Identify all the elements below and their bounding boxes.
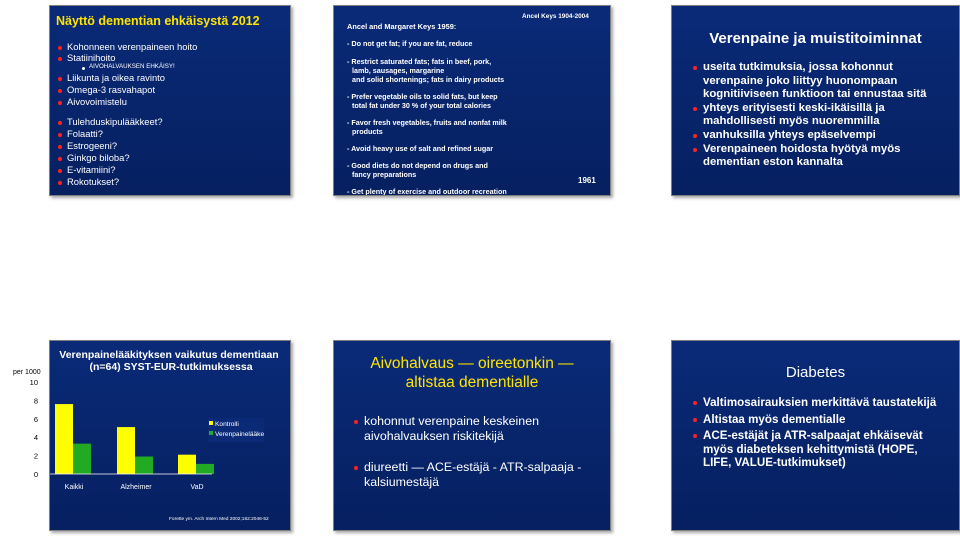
bullet-icon bbox=[58, 157, 62, 161]
advice-line: - Favor fresh vegetables, fruits and nonfat milk bbox=[347, 118, 507, 127]
advice-line: - Do not get fat; if you are fat, reduce bbox=[347, 39, 473, 48]
list-item-text: Aivovoimistelu bbox=[67, 96, 127, 107]
list-item-line: mahdollisesti myös nuoremmilla bbox=[703, 115, 880, 128]
list-item-text: Liikunta ja oikea ravinto bbox=[67, 72, 165, 83]
list-item-line: Altistaa myös dementialle bbox=[703, 412, 846, 426]
chart-footnote: Forette ym. Arch Intern Med 2002;162:2046-52 bbox=[169, 517, 269, 522]
slide-diabetes[interactable] bbox=[671, 340, 960, 531]
list-item bbox=[67, 96, 127, 107]
x-tick-label: VaD bbox=[190, 484, 204, 491]
list-item-line: dementian eston kannalta bbox=[703, 156, 843, 169]
list-item bbox=[703, 61, 926, 102]
y-tick-label: 6 bbox=[33, 414, 38, 424]
advice-line: total fat under 30 % of your total calories bbox=[352, 101, 491, 110]
list-item-text: Omega-3 rasvahapot bbox=[67, 84, 156, 95]
bullet-icon bbox=[58, 145, 62, 149]
bar-verenpainelääke-kaikki bbox=[73, 444, 91, 474]
list-item bbox=[89, 63, 175, 70]
legend-swatch-verenpainelääke bbox=[209, 431, 213, 435]
bullet-icon bbox=[58, 169, 62, 173]
list-item bbox=[703, 143, 901, 170]
list-item-line: verenpaine joko liittyy huonompaan bbox=[703, 74, 898, 87]
list-item bbox=[67, 72, 165, 83]
chart-title-line2: (n=64) SYST-EUR-tutkimuksessa bbox=[89, 361, 253, 373]
y-tick-label: 4 bbox=[33, 433, 38, 443]
bullet-icon bbox=[58, 89, 62, 93]
list-item bbox=[67, 140, 117, 151]
list-item bbox=[67, 128, 103, 139]
x-tick-label: Kaikki bbox=[64, 484, 84, 491]
list-item-line: kohonnut verenpaine keskeinen bbox=[364, 414, 539, 428]
list-item bbox=[703, 102, 885, 129]
list-item-line: ACE-estäjät ja ATR-salpaajat ehkäisevät bbox=[703, 429, 923, 443]
bullet-icon bbox=[82, 67, 85, 70]
list-item-text: AIVOHALVAUKSEN EHKÄISY! bbox=[89, 63, 175, 70]
slide-title-line1: Aivohalvaus — oireetonkin — bbox=[370, 355, 574, 372]
slide-title: Diabetes bbox=[785, 364, 846, 381]
bullet-icon bbox=[58, 121, 62, 125]
list-item-line: kalsiumestäjä bbox=[364, 475, 440, 489]
slide-blood-pressure-memory[interactable] bbox=[671, 5, 960, 196]
list-item bbox=[67, 84, 155, 95]
bullet-icon bbox=[693, 66, 697, 70]
bullet-icon bbox=[693, 148, 697, 152]
list-item bbox=[703, 429, 923, 470]
advice-line: and solid shortenings; fats in dairy products bbox=[352, 75, 505, 84]
list-item-line: Verenpaineen hoidosta hyötyä myös bbox=[703, 142, 901, 155]
list-item bbox=[703, 129, 876, 143]
list-item-text: Tulehduskipulääkkeet? bbox=[67, 116, 163, 127]
list-item-line: aivohalvauksen riskitekijä bbox=[364, 429, 504, 443]
chart-title-line1: Verenpainelääkityksen vaikutus dementiaan bbox=[59, 349, 279, 361]
slide-dementia-prevention[interactable] bbox=[49, 5, 291, 196]
list-item bbox=[67, 52, 115, 63]
slide-title: Näyttö dementian ehkäisystä 2012 bbox=[56, 14, 260, 28]
bullet-icon bbox=[693, 401, 697, 405]
bullet-icon bbox=[693, 434, 697, 438]
y-tick-label: 8 bbox=[33, 396, 38, 406]
advice-line: lamb, sausages, margarine bbox=[352, 66, 445, 75]
list-item-text: Rokotukset? bbox=[67, 176, 120, 187]
y-tick-label: 2 bbox=[33, 451, 38, 461]
bullet-icon bbox=[354, 420, 358, 424]
bullet-icon bbox=[58, 181, 62, 185]
list-item-text: Folaatti? bbox=[67, 128, 103, 139]
bar-chart bbox=[0, 370, 300, 510]
legend-label: Verenpainelääke bbox=[215, 431, 265, 438]
bullet-icon bbox=[58, 57, 62, 61]
bar-verenpainelääke-vad bbox=[196, 464, 214, 474]
list-item bbox=[67, 164, 115, 175]
list-item-line: useita tutkimuksia, jossa kohonnut bbox=[703, 61, 893, 73]
portrait-caption: Ancel Keys 1904-2004 bbox=[522, 13, 589, 20]
bullet-icon bbox=[354, 466, 358, 470]
list-item-line: kognitiiviseen funktioon tai ennustaa sitä bbox=[703, 88, 927, 101]
y-axis-unit-label: per 1000 bbox=[13, 369, 41, 376]
advice-line: - Prefer vegetable oils to solid fats, but keep bbox=[347, 92, 498, 101]
bullet-icon bbox=[58, 133, 62, 137]
legend-swatch-kontrolli bbox=[209, 421, 213, 425]
portrait-year: 1961 bbox=[578, 176, 596, 185]
slide-title-line2: altistaa dementialle bbox=[405, 374, 539, 391]
list-item-text: E-vitamiini? bbox=[67, 164, 116, 175]
legend-label: Kontrolli bbox=[215, 421, 239, 428]
bullet-icon bbox=[693, 107, 697, 111]
bullet-icon bbox=[693, 134, 697, 138]
list-item-line: Valtimosairauksien merkittävä taustatekijä bbox=[703, 396, 937, 409]
list-item bbox=[364, 460, 581, 490]
list-item bbox=[67, 176, 119, 187]
slide-stroke-dementia[interactable] bbox=[333, 340, 611, 531]
list-item bbox=[364, 414, 539, 444]
bullet-icon bbox=[58, 77, 62, 81]
advice-line: - Good diets do not depend on drugs and bbox=[347, 161, 488, 170]
list-item bbox=[67, 41, 197, 52]
bar-kontrolli-alzheimer bbox=[117, 427, 135, 474]
bar-kontrolli-kaikki bbox=[55, 404, 73, 474]
list-item bbox=[67, 116, 163, 127]
list-item-text: Estrogeeni? bbox=[67, 140, 118, 151]
list-item bbox=[703, 413, 845, 427]
bullet-icon bbox=[58, 46, 62, 50]
x-tick-label: Alzheimer bbox=[120, 484, 152, 491]
list-item-line: myös diabeteksen kehittymistä (HOPE, bbox=[703, 442, 918, 456]
list-item bbox=[67, 152, 130, 163]
list-item-text: Statiinihoito bbox=[67, 52, 116, 63]
bullet-icon bbox=[58, 101, 62, 105]
bar-verenpainelääke-alzheimer bbox=[135, 457, 153, 474]
list-item-line: vanhuksilla yhteys epäselvempi bbox=[703, 129, 876, 141]
list-item-text: Kohonneen verenpaineen hoito bbox=[67, 41, 198, 52]
list-item-line: LIFE, VALUE-tutkimukset) bbox=[703, 456, 846, 470]
slide-heading: Ancel and Margaret Keys 1959: bbox=[347, 22, 457, 31]
advice-line: products bbox=[352, 127, 383, 136]
advice-line: fancy preparations bbox=[352, 170, 417, 179]
list-item-line: diureetti — ACE-estäjä - ATR-salpaaja - bbox=[364, 460, 582, 474]
slide-title: Verenpaine ja muistitoiminnat bbox=[709, 30, 922, 47]
advice-line: - Avoid heavy use of salt and refined sugar bbox=[347, 144, 494, 153]
list-item-text: Ginkgo biloba? bbox=[67, 152, 130, 163]
list-item-line: yhteys erityisesti keski-ikäisillä ja bbox=[703, 101, 885, 114]
list-item bbox=[703, 396, 936, 410]
slide-keys-diet-advice[interactable] bbox=[333, 5, 611, 196]
bullet-icon bbox=[693, 418, 697, 422]
y-tick-label: 0 bbox=[33, 470, 38, 479]
advice-line: - Restrict saturated fats; fats in beef, pork, bbox=[347, 57, 492, 66]
y-tick-label: 10 bbox=[29, 378, 38, 387]
bar-kontrolli-vad bbox=[178, 455, 196, 474]
advice-line: - Get plenty of exercise and outdoor recreation bbox=[347, 187, 507, 196]
